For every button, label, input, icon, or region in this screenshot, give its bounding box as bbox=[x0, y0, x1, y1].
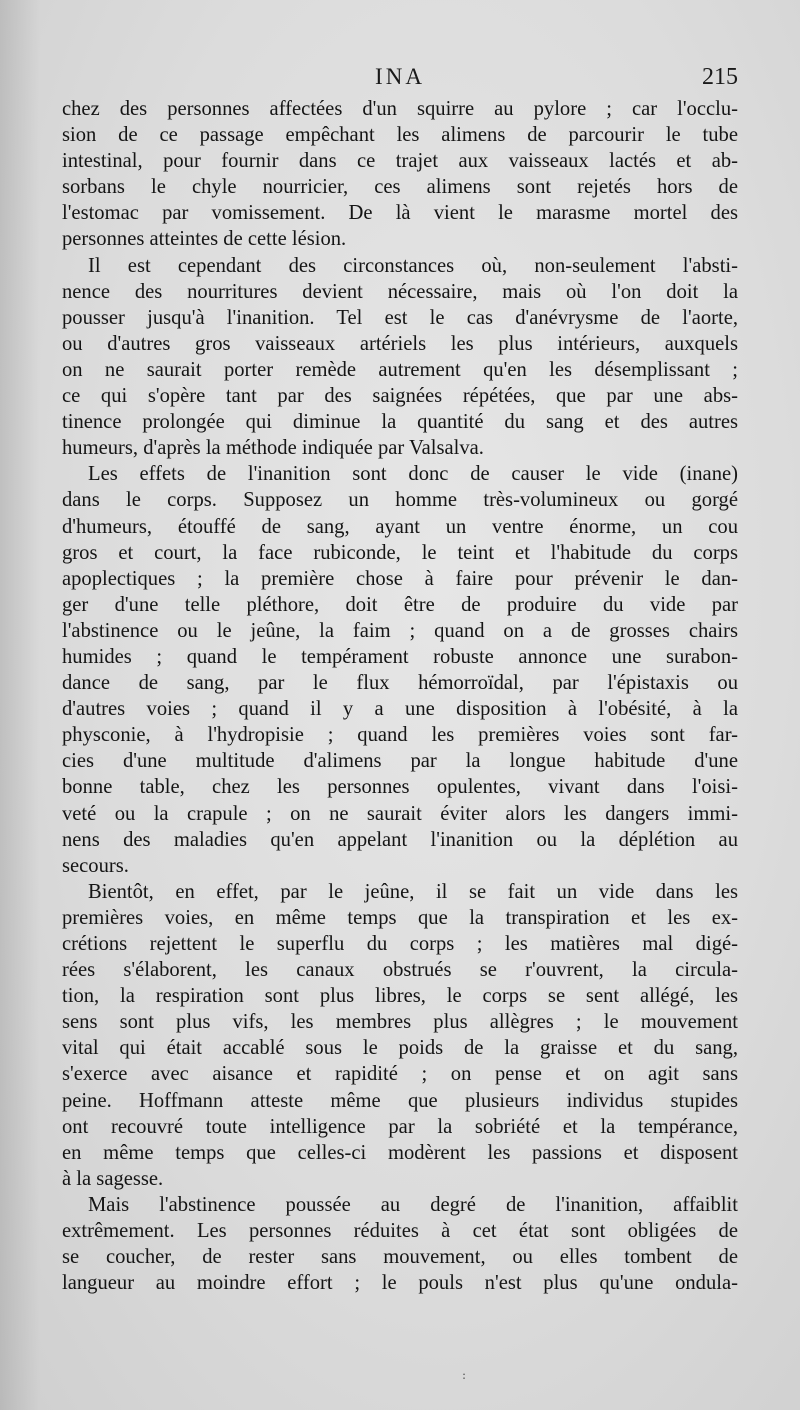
text-line: s'exerce avec aisance et rapidité ; on pense et on agit sans bbox=[62, 1063, 738, 1086]
text-line: l'estomac par vomissement. De là vient le marasme mortel des bbox=[62, 202, 738, 225]
text-line: humides ; quand le tempérament robuste annonce une surabon- bbox=[62, 645, 738, 668]
text-line: premières voies, en même temps que la transpiration et les ex- bbox=[62, 906, 738, 929]
text-line: se coucher, de rester sans mouvement, ou elles tombent de bbox=[62, 1246, 738, 1269]
text-line: veté ou la crapule ; on ne saurait éviter alors les dangers immi- bbox=[62, 802, 738, 825]
text-line: rées s'élaborent, les canaux obstrués se r'ouvrent, la circula- bbox=[62, 959, 738, 982]
text-line: Il est cependant des circonstances où, non-seulement l'absti- bbox=[88, 254, 738, 277]
text-line: tion, la respiration sont plus libres, le corps se sent allégé, les bbox=[62, 985, 738, 1008]
body-text bbox=[62, 96, 738, 1296]
text-line: secours. bbox=[62, 854, 129, 877]
text-line: cies d'une multitude d'alimens par la longue habitude d'une bbox=[62, 750, 738, 773]
text-line: on ne saurait porter remède autrement qu'en les désemplissant ; bbox=[62, 358, 738, 381]
text-line: physconie, à l'hydropisie ; quand les premières voies sont far- bbox=[62, 724, 738, 747]
text-line: vital qui était accablé sous le poids de la graisse et du sang, bbox=[62, 1037, 738, 1060]
text-line: apoplectiques ; la première chose à faire pour prévenir le dan- bbox=[62, 567, 738, 590]
text-line: dance de sang, par le flux hémorroïdal, par l'épistaxis ou bbox=[62, 672, 738, 695]
text-line: chez des personnes affectées d'un squirre au pylore ; car l'occlu- bbox=[62, 98, 738, 120]
gutter-shadow bbox=[0, 0, 40, 1410]
text-line: tinence prolongée qui diminue la quantité du sang et des autres bbox=[62, 411, 738, 434]
text-line: personnes atteintes de cette lésion. bbox=[62, 228, 347, 251]
text-line: nence des nourritures devient nécessaire, mais où l'on doit la bbox=[62, 280, 738, 303]
text-line: humeurs, d'après la méthode indiquée par Valsalva. bbox=[62, 437, 484, 460]
printer-mark: : bbox=[462, 1368, 467, 1382]
text-line: ou d'autres gros vaisseaux artériels les plus intérieurs, auxquels bbox=[62, 332, 738, 355]
text-line: intestinal, pour fournir dans ce trajet aux vaisseaux lactés et ab- bbox=[62, 150, 738, 173]
text-line: sorbans le chyle nourricier, ces alimens sont rejetés hors de bbox=[62, 176, 738, 199]
text-line: Mais l'abstinence poussée au degré de l'inanition, affaiblit bbox=[88, 1193, 738, 1216]
text-line: Les effets de l'inanition sont donc de causer le vide (inane) bbox=[88, 463, 738, 486]
text-line: l'abstinence ou le jeûne, la faim ; quand on a de grosses chairs bbox=[62, 619, 738, 642]
text-line: nens des maladies qu'en appelant l'inanition ou la déplétion au bbox=[62, 828, 738, 851]
text-line: sens sont plus vifs, les membres plus allègres ; le mouvement bbox=[62, 1011, 738, 1034]
text-line: peine. Hoffmann atteste même que plusieurs individus stupides bbox=[62, 1089, 738, 1112]
text-line: d'humeurs, étouffé de sang, ayant un ventre énorme, un cou bbox=[62, 515, 738, 538]
text-line: dans le corps. Supposez un homme très-volumineux ou gorgé bbox=[62, 489, 738, 512]
text-line: ont recouvré toute intelligence par la sobriété et la tempérance, bbox=[62, 1115, 738, 1138]
text-line: en même temps que celles-ci modèrent les passions et disposent bbox=[62, 1141, 738, 1164]
text-line: sion de ce passage empêchant les alimens de parcourir le tube bbox=[62, 124, 738, 147]
text-line: à la sagesse. bbox=[62, 1167, 164, 1190]
text-line: langueur au moindre effort ; le pouls n'est plus qu'une ondula- bbox=[62, 1272, 738, 1295]
text-line: ger d'une telle pléthore, doit être de produire du vide par bbox=[62, 593, 738, 616]
text-line: Bientôt, en effet, par le jeûne, il se fait un vide dans les bbox=[88, 880, 738, 903]
text-line: bonne table, chez les personnes opulentes, vivant dans l'oisi- bbox=[62, 776, 738, 799]
text-line: extrêmement. Les personnes réduites à cet état sont obligées de bbox=[62, 1220, 738, 1243]
text-line: gros et court, la face rubiconde, le teint et l'habitude du corps bbox=[62, 541, 738, 564]
page-number: 215 bbox=[702, 64, 738, 90]
running-head bbox=[62, 64, 738, 96]
running-head-title: INA bbox=[375, 64, 425, 89]
text-line: crétions rejettent le superflu du corps ; les matières mal digé- bbox=[62, 933, 738, 955]
text-line: pousser jusqu'à l'inanition. Tel est le cas d'anévrysme de l'aorte, bbox=[62, 306, 738, 329]
text-line: ce qui s'opère tant par des saignées répétées, que par une abs- bbox=[62, 385, 738, 408]
text-line: d'autres voies ; quand il y a une disposition à l'obésité, à la bbox=[62, 698, 738, 721]
